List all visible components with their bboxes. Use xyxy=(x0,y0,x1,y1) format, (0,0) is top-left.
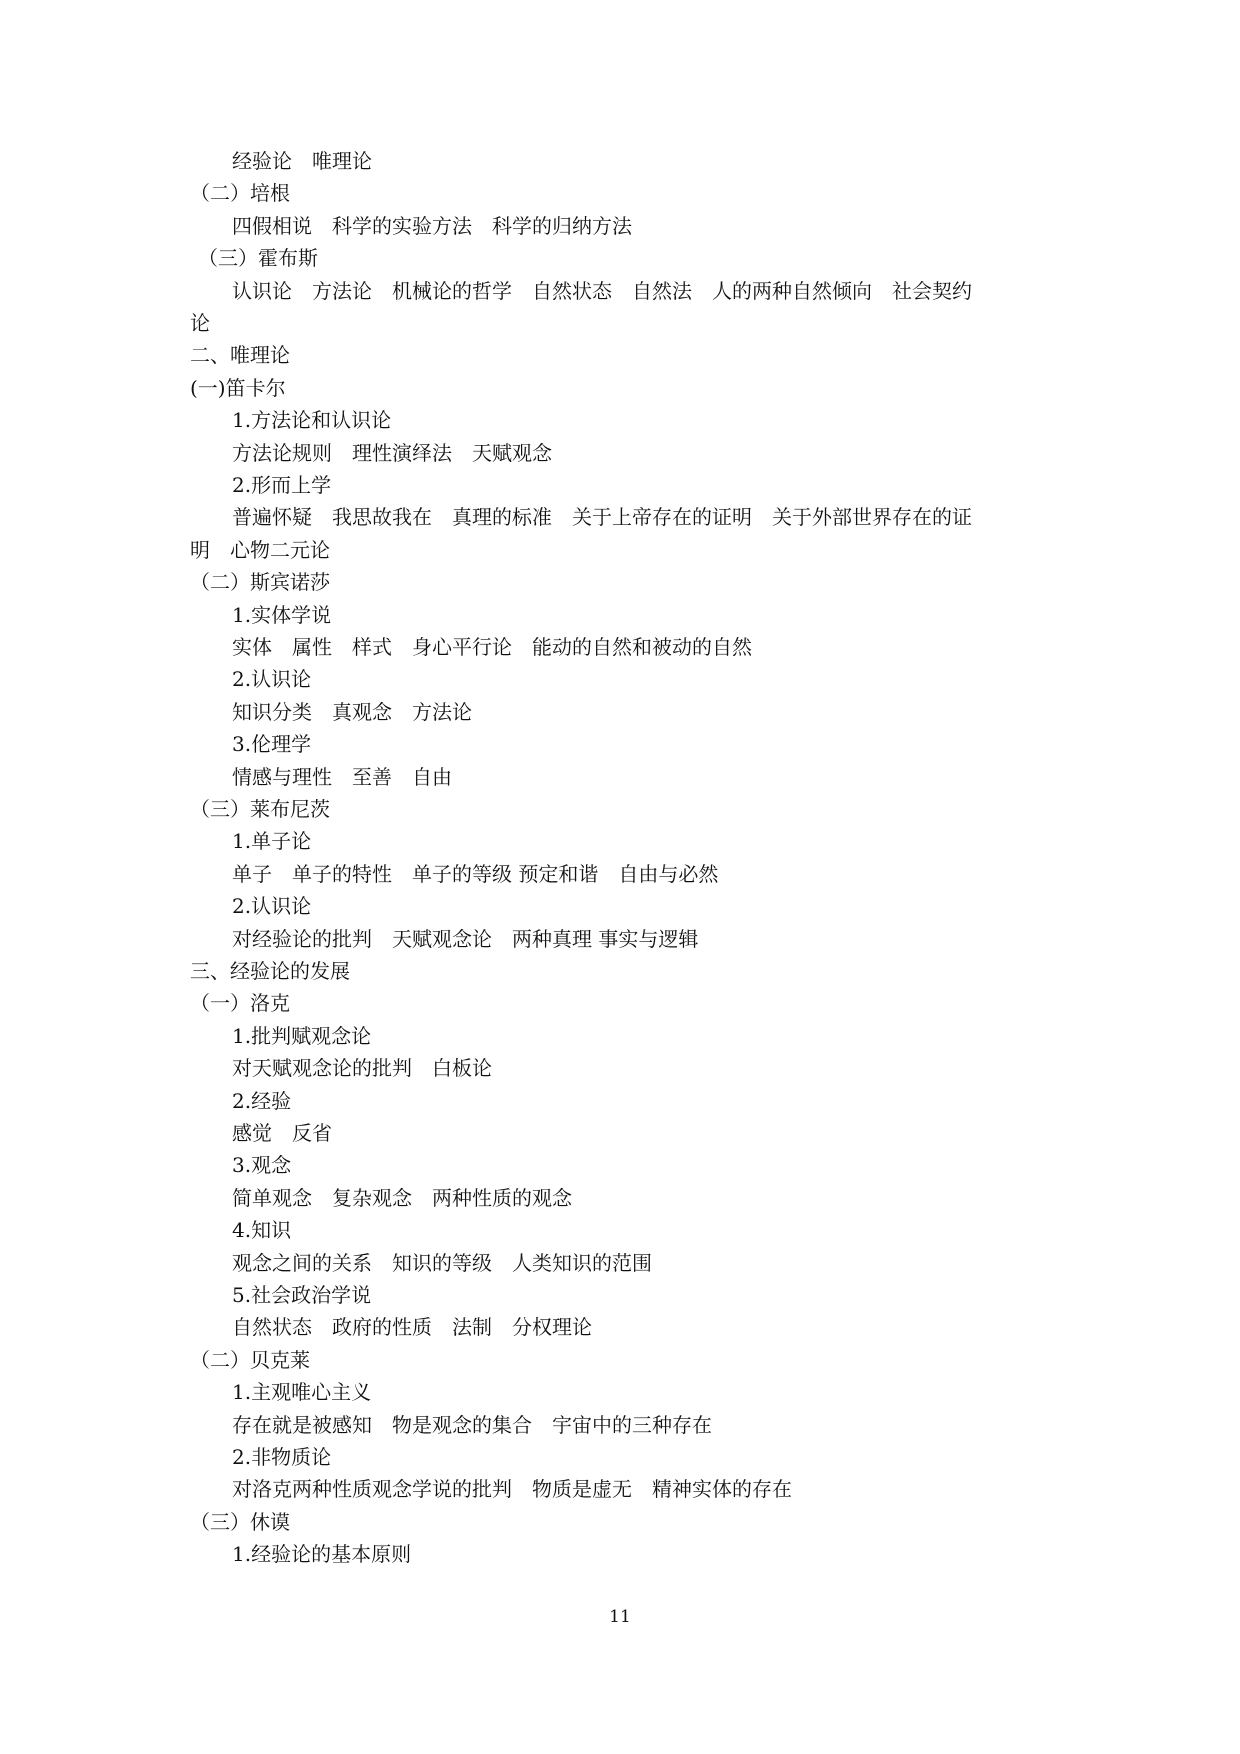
outline-line: 情感与理性 至善 自由 xyxy=(232,764,452,789)
outline-line: 3.伦理学 xyxy=(232,732,312,757)
outline-line: 1.实体学说 xyxy=(232,602,332,627)
outline-line: 知识分类 真观念 方法论 xyxy=(232,699,472,724)
outline-line: 实体 属性 样式 身心平行论 能动的自然和被动的自然 xyxy=(232,635,752,659)
page-number: 11 xyxy=(609,1607,631,1627)
outline-line: 三、经验论的发展 xyxy=(190,959,350,983)
outline-line: 简单观念 复杂观念 两种性质的观念 xyxy=(232,1185,572,1210)
outline-line: 2.非物质论 xyxy=(232,1445,332,1469)
outline-line: （二）贝克莱 xyxy=(190,1347,310,1372)
outline-line: （三）休谟 xyxy=(190,1509,290,1534)
outline-line: （三）莱布尼茨 xyxy=(190,797,330,821)
outline-line: 观念之间的关系 知识的等级 人类知识的范围 xyxy=(232,1250,652,1275)
outline-line: （三）霍布斯 xyxy=(198,246,318,271)
outline-line: 论 xyxy=(190,311,210,335)
outline-line: 单子 单子的特性 单子的等级 预定和谐 自由与必然 xyxy=(232,861,719,886)
outline-line: 自然状态 政府的性质 法制 分权理论 xyxy=(232,1315,592,1340)
outline-line: 5.社会政治学说 xyxy=(232,1283,372,1307)
outline-line: 3.观念 xyxy=(232,1153,292,1178)
outline-line: 1.方法论和认识论 xyxy=(232,408,392,433)
outline-line: 1.单子论 xyxy=(232,829,312,854)
outline-line: 二、唯理论 xyxy=(190,343,290,368)
outline-line: （二）培根 xyxy=(190,181,290,206)
outline-line: 明 心物二元论 xyxy=(190,537,330,562)
outline-line: 2.形而上学 xyxy=(232,473,332,497)
outline-line: 1.经验论的基本原则 xyxy=(232,1542,412,1567)
outline-line: 对天赋观念论的批判 白板论 xyxy=(232,1056,492,1081)
outline-line: 四假相说 科学的实验方法 科学的归纳方法 xyxy=(232,213,632,238)
outline-line: （一）洛克 xyxy=(190,991,290,1016)
outline-line: 2.经验 xyxy=(232,1088,292,1113)
outline-line: 方法论规则 理性演绎法 天赋观念 xyxy=(232,440,552,465)
outline-line: (一)笛卡尔 xyxy=(190,375,286,400)
outline-line: 2.认识论 xyxy=(232,667,312,692)
outline-line: 感觉 反省 xyxy=(232,1121,332,1145)
outline-line: 对经验论的批判 天赋观念论 两种真理 事实与逻辑 xyxy=(232,926,699,951)
outline-line: 认识论 方法论 机械论的哲学 自然状态 自然法 人的两种自然倾向 社会契约 xyxy=(232,278,972,303)
outline-line: 普遍怀疑 我思故我在 真理的标准 关于上帝存在的证明 关于外部世界存在的证 xyxy=(232,505,972,530)
outline-line: 4.知识 xyxy=(232,1218,292,1243)
outline-line: （二）斯宾诺莎 xyxy=(190,570,330,595)
outline-line: 对洛克两种性质观念学说的批判 物质是虚无 精神实体的存在 xyxy=(232,1477,792,1502)
outline-line: 经验论 唯理论 xyxy=(232,149,372,173)
outline-line: 存在就是被感知 物是观念的集合 宇宙中的三种存在 xyxy=(232,1412,712,1437)
outline-line: 1.主观唯心主义 xyxy=(232,1380,372,1405)
outline-line: 1.批判赋观念论 xyxy=(232,1023,372,1048)
outline-line: 2.认识论 xyxy=(232,894,312,919)
